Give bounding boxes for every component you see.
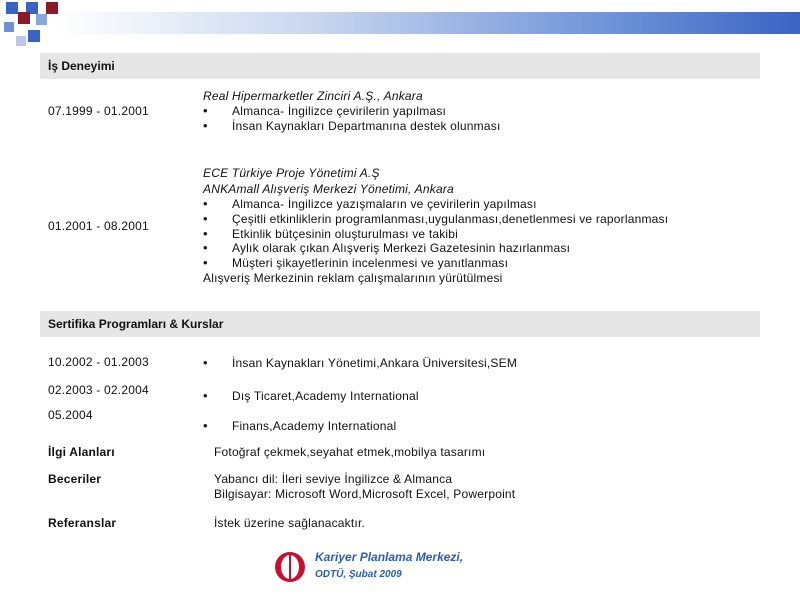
job-dates: 01.2001 - 08.2001	[48, 219, 149, 233]
job-bullet-text: İnsan Kaynakları Departmanına destek olunması	[232, 119, 501, 133]
interests-label: İlgi Alanları	[48, 445, 115, 459]
job-bullet-text: Aylık olarak çıkan Alışveriş Merkezi Gazetesinin hazırlanması	[232, 241, 571, 255]
job-company: Real Hipermarketler Zinciri A.Ş., Ankara	[203, 89, 423, 103]
references-value: İstek üzerine sağlanacaktır.	[214, 516, 366, 530]
decor-square	[18, 12, 30, 24]
job-bullet-text: Etkinlik bütçesinin oluşturulması ve takibi	[232, 227, 459, 241]
job-bullet-text: Almanca- İngilizce çevirilerin yapılması	[232, 104, 447, 118]
bullet-marker: •	[203, 388, 208, 403]
bullet-marker: •	[203, 211, 208, 226]
cert-text: Finans,Academy International	[232, 419, 397, 433]
cert-dates: 10.2002 - 01.2003	[48, 355, 149, 369]
skills-label: Beceriler	[48, 472, 102, 486]
bullet-marker: •	[203, 355, 208, 370]
cert-text: Dış Ticaret,Academy International	[232, 389, 419, 403]
bullet-marker: •	[203, 196, 208, 211]
section-header-work-experience: İş Deneyimi	[40, 53, 760, 79]
job-bullet-text: Almanca- İngilizce yazışmaların ve çevirilerin yapılması	[232, 197, 537, 211]
job-dates: 07.1999 - 01.2001	[48, 104, 149, 118]
cert-dates: 05.2004	[48, 408, 93, 422]
decor-square	[16, 36, 26, 46]
header-gradient-bar	[55, 12, 800, 34]
decor-square	[46, 2, 58, 14]
decor-square	[6, 2, 18, 14]
section-header-certificates: Sertifika Programları & Kurslar	[40, 311, 760, 337]
job-bullet-text: Çeşitli etkinliklerin programlanması,uygulanması,denetlenmesi ve raporlanması	[232, 212, 669, 226]
bullet-marker: •	[203, 240, 208, 255]
references-label: Referanslar	[48, 516, 117, 530]
decor-square	[36, 14, 47, 25]
bullet-marker: •	[203, 418, 208, 433]
skills-language: Yabancı dil: İleri seviye İngilizce & Almanca	[214, 472, 453, 486]
decor-square	[28, 30, 40, 42]
bullet-marker: •	[203, 226, 208, 241]
job-bullet-text: Müşteri şikayetlerinin incelenmesi ve yanıtlanması	[232, 256, 509, 270]
footer-career-center: Kariyer Planlama Merkezi,	[315, 550, 464, 564]
university-logo-icon	[274, 551, 306, 583]
cert-dates: 02.2003 - 02.2004	[48, 383, 149, 397]
bullet-marker: •	[203, 255, 208, 270]
job-extra-text: Alışveriş Merkezinin reklam çalışmalarının yürütülmesi	[203, 271, 503, 285]
job-company: ECE Türkiye Proje Yönetimi A.Ş	[203, 166, 380, 180]
interests-value: Fotoğraf çekmek,seyahat etmek,mobilya tasarımı	[214, 445, 486, 459]
decor-square	[4, 22, 14, 32]
footer-date: ODTÜ, Şubat 2009	[315, 569, 402, 580]
job-company-location: ANKAmall Alışveriş Merkezi Yönetimi, Ankara	[203, 182, 454, 196]
bullet-marker: •	[203, 103, 208, 118]
bullet-marker: •	[203, 118, 208, 133]
slide-top-decoration	[0, 0, 800, 48]
cert-text: İnsan Kaynakları Yönetimi,Ankara Üniversitesi,SEM	[232, 356, 518, 370]
skills-computer: Bilgisayar: Microsoft Word,Microsoft Excel, Powerpoint	[214, 487, 516, 501]
